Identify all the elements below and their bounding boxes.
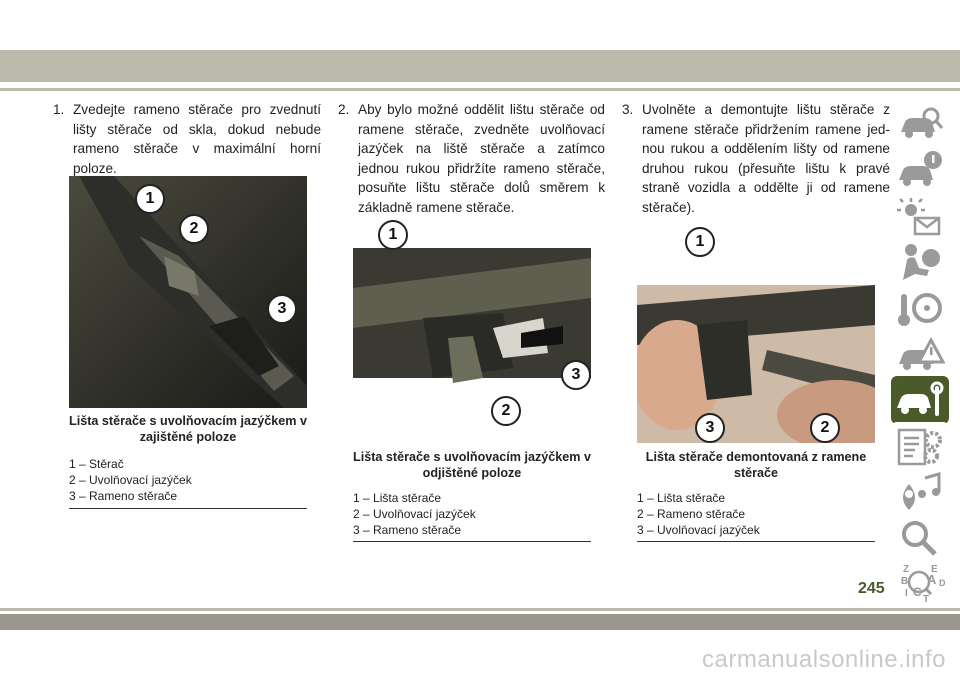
index-letter: T [923, 594, 930, 605]
figure-3-photo [637, 225, 875, 443]
index-letter: D [939, 578, 945, 588]
callout-1: 1 [135, 184, 165, 214]
callout-1: 1 [378, 220, 408, 250]
legend-item: 3 – Rameno stěrače [69, 489, 178, 503]
step-text: Aby bylo možné oddělit lištu stěrače od ramene stěrače, zvedněte uvolňovací jazýček na liště stěrače a zatímco jednou rukou přidržíte rameno stěrače, posuňte lištu stěrače dolů směrem k základně ramene stěrače. [358, 102, 605, 215]
figure-1-caption: Lišta stěrače s uvolňovacím jazýčkem v zajištěné poloze [69, 414, 308, 444]
figure-3-caption: Lišta stěrače demontovaná z ramene stěrače [645, 450, 867, 480]
step-number: 2. [338, 102, 350, 117]
figure-1-rule [69, 508, 307, 509]
nav-specifications[interactable] [891, 422, 949, 470]
step-3 [622, 100, 890, 217]
nav-warning-lights[interactable] [891, 192, 949, 240]
callout-3: 3 [561, 360, 591, 390]
header-band [0, 50, 960, 82]
index-letter: B [901, 576, 909, 587]
warning-light-envelope-icon [895, 194, 945, 238]
page-number: 245 [858, 580, 885, 597]
figure-2-caption: Lišta stěrače s uvolňovacím jazýčkem v odjištěné poloze [353, 450, 592, 480]
index-letter: E [931, 564, 938, 575]
figure-1-photo [69, 176, 307, 408]
step-number: 1. [53, 102, 65, 117]
car-warning-triangle-icon [895, 332, 945, 376]
step-2 [338, 100, 605, 217]
nav-emergency[interactable] [891, 330, 949, 378]
legend-item: 2 – Rameno stěrače [637, 507, 746, 521]
music-navigation-icon [895, 470, 945, 514]
step-text: Uvolněte a demontujte lištu stěrače z ramene stěrače přidržením ramene jed-nou rukou a oddělením lišty od ramene druhou rukou (přesuňte lištu k pravé straně vozidla a oddělte ji od ramene stěrače). [642, 102, 890, 215]
index-letter: Z [903, 564, 910, 575]
steering-key-icon [895, 286, 945, 330]
nav-index[interactable] [891, 558, 949, 606]
search-icon [895, 516, 945, 560]
callout-2: 2 [491, 396, 521, 426]
footer-band [0, 614, 960, 630]
callout-1: 1 [685, 227, 715, 257]
car-wrench-icon [895, 378, 945, 422]
legend-item: 2 – Uvolňovací jazýček [69, 473, 192, 487]
nav-car-info[interactable] [891, 146, 949, 194]
figure-1-legend [69, 456, 307, 504]
legend-item: 1 – Lišta stěrače [637, 491, 726, 505]
callout-3: 3 [695, 413, 725, 443]
watermark: carmanualsonline.info [702, 646, 946, 673]
wiper-locked-illustration [69, 176, 307, 408]
nav-service-maintenance[interactable] [891, 376, 949, 424]
figure-2-rule [353, 541, 591, 542]
nav-search[interactable] [891, 514, 949, 562]
nav-driving[interactable] [891, 284, 949, 332]
legend-item: 3 – Rameno stěrače [353, 523, 462, 537]
wiper-unlocked-illustration [353, 218, 591, 440]
header-rule [0, 88, 960, 91]
alphabet-index-icon [895, 560, 945, 606]
step-number: 3. [622, 102, 634, 117]
legend-item: 1 – Stěrač [69, 457, 124, 471]
figure-2-photo [353, 218, 591, 440]
callout-2: 2 [179, 214, 209, 244]
index-letter: A [927, 572, 937, 587]
wiper-removed-illustration [637, 225, 875, 443]
nav-multimedia[interactable] [891, 468, 949, 516]
car-info-icon [895, 148, 945, 192]
figure-3-legend [637, 490, 875, 538]
legend-item: 1 – Lišta stěrače [353, 491, 442, 505]
footer-rule [0, 608, 960, 611]
figure-2-legend [353, 490, 591, 538]
legend-item: 3 – Uvolňovací jazýček [637, 523, 760, 537]
index-letter: C [913, 585, 922, 599]
callout-3: 3 [267, 294, 297, 324]
nav-car-magnifier[interactable] [891, 100, 949, 148]
legend-item: 2 – Uvolňovací jazýček [353, 507, 476, 521]
callout-2: 2 [810, 413, 840, 443]
step-text: Zvedejte rameno stěrače pro zvednutí lišty stěrače od skla, dokud nebude rameno stěrače v maximální horní poloze. [73, 102, 321, 176]
figure-3-rule [637, 541, 875, 542]
index-letter: I [905, 588, 908, 599]
step-1 [53, 100, 321, 178]
list-gears-icon [895, 424, 945, 468]
nav-safety[interactable] [891, 238, 949, 286]
seat-airbag-icon [895, 240, 945, 284]
car-magnifier-icon [895, 102, 945, 146]
